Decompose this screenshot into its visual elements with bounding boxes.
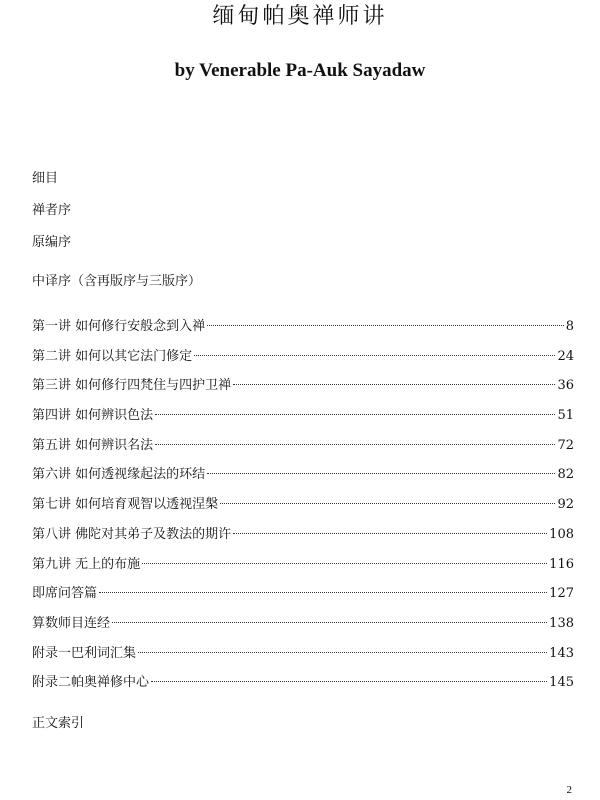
toc-entry xyxy=(32,318,574,348)
toc-entry-page: 36 xyxy=(557,378,574,394)
toc-entry xyxy=(32,645,574,675)
toc-entry xyxy=(32,585,574,615)
toc-entry-page: 82 xyxy=(557,467,574,483)
front-matter-item: 中译序（含再版序与三版序） xyxy=(32,274,202,289)
toc-entry-label: 第五讲 如何辨识名法 xyxy=(32,437,154,453)
toc-entry xyxy=(32,437,574,467)
toc-entry-label: 第三讲 如何修行四梵住与四护卫禅 xyxy=(32,378,232,394)
dot-leader xyxy=(142,563,547,564)
dot-leader xyxy=(112,622,547,623)
toc-entry-page: 145 xyxy=(549,675,574,691)
front-matter-item: 细目 xyxy=(32,171,59,186)
toc-entry-page: 143 xyxy=(549,645,574,661)
toc-entry-page: 24 xyxy=(557,348,574,364)
toc-entry-page: 127 xyxy=(549,586,574,602)
dot-leader xyxy=(220,503,555,504)
dot-leader xyxy=(151,681,547,682)
dot-leader xyxy=(207,473,555,474)
toc-entry-page: 116 xyxy=(549,556,574,572)
toc-entry-page: 51 xyxy=(557,408,574,424)
toc-entry xyxy=(32,466,574,496)
toc-entry xyxy=(32,556,574,586)
toc-entry xyxy=(32,348,574,378)
toc-entry-label: 附录一巴利词汇集 xyxy=(32,645,137,661)
table-of-contents xyxy=(32,318,574,704)
document-title: 缅甸帕奥禅师讲 xyxy=(212,4,388,29)
document-subtitle: by Venerable Pa-Auk Sayadaw xyxy=(174,60,426,81)
toc-entry-label: 第二讲 如何以其它法门修定 xyxy=(32,348,193,364)
dot-leader xyxy=(233,384,555,385)
dot-leader xyxy=(99,592,547,593)
toc-entry-label: 第六讲 如何透视缘起法的环结 xyxy=(32,467,206,483)
front-matter-item: 原编序 xyxy=(32,235,72,250)
front-matter-item: 禅者序 xyxy=(32,203,72,218)
toc-entry xyxy=(32,674,574,704)
toc-entry-label: 第七讲 如何培育观智以透视涅槃 xyxy=(32,497,219,513)
dot-leader xyxy=(207,325,564,326)
dot-leader xyxy=(138,652,547,653)
index-heading: 正文索引 xyxy=(32,716,85,731)
toc-entry-page: 8 xyxy=(565,319,574,334)
toc-entry-label: 算数师目连经 xyxy=(32,615,111,631)
toc-entry xyxy=(32,615,574,645)
toc-entry-page: 92 xyxy=(557,497,574,513)
toc-entry-label: 第一讲 如何修行安般念到入禅 xyxy=(32,319,206,334)
toc-entry xyxy=(32,496,574,526)
toc-entry xyxy=(32,377,574,407)
toc-entry-page: 72 xyxy=(557,437,574,453)
toc-entry-label: 第四讲 如何辨识色法 xyxy=(32,408,154,424)
toc-entry-label: 附录二帕奥禅修中心 xyxy=(32,675,150,691)
toc-entry xyxy=(32,407,574,437)
dot-leader xyxy=(233,533,547,534)
toc-entry-label: 第九讲 无上的布施 xyxy=(32,556,141,572)
toc-entry-page: 108 xyxy=(549,526,574,542)
page-number: 2 xyxy=(566,784,572,796)
toc-entry-label: 即席问答篇 xyxy=(32,586,98,602)
dot-leader xyxy=(155,444,555,445)
toc-entry-label: 第八讲 佛陀对其弟子及教法的期许 xyxy=(32,526,232,542)
toc-entry xyxy=(32,526,574,556)
toc-entry-page: 138 xyxy=(549,615,574,631)
dot-leader xyxy=(155,414,555,415)
dot-leader xyxy=(194,355,555,356)
